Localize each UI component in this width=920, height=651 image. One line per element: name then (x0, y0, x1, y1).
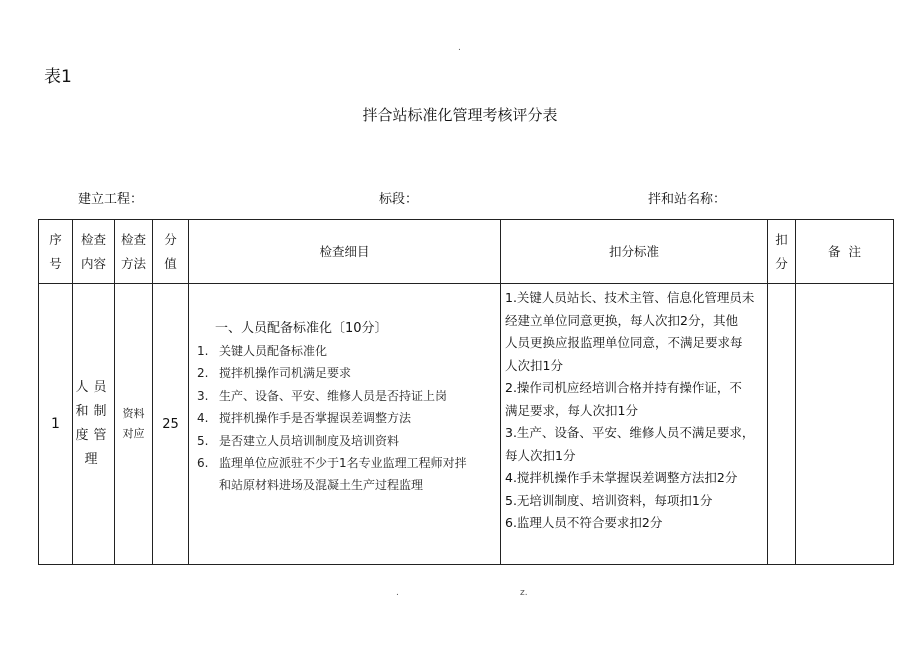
detail-item-number: 4. (197, 411, 209, 426)
detail-item-number: 3. (197, 388, 209, 403)
detail-item (197, 407, 492, 429)
header-row (39, 220, 894, 284)
header-remarks: 备 注 (796, 220, 894, 284)
header-method: 检查 方法 (115, 220, 153, 284)
deduction-line: 4.搅拌机操作手未掌握误差调整方法扣2分 (505, 470, 738, 485)
header-score: 分 值 (153, 220, 189, 284)
top-mark: . (458, 43, 461, 53)
station-label: 拌和站名称： (648, 192, 727, 207)
detail-item-text: 和站原材料进场及混凝土生产过程监理 (219, 478, 424, 493)
page-title: 拌合站标准化管理考核评分表 (362, 106, 558, 124)
row-seq: 1 (39, 284, 73, 565)
header-details: 检查细目 (189, 220, 501, 284)
header-deduction-standard: 扣分标准 (501, 220, 768, 284)
detail-item-text: 关键人员配备标准化 (219, 344, 328, 358)
row-score: 25 (153, 284, 189, 565)
footer-mark-right: z. (520, 588, 528, 598)
deduction-line: 5.无培训制度、培训资料，每项扣1分 (505, 492, 713, 508)
row-remarks (796, 284, 894, 565)
detail-item-number: 5. (197, 433, 209, 448)
row-deduct (768, 284, 796, 565)
header-deduct: 扣 分 (768, 220, 796, 284)
deduction-line: 人员更换应报监理单位同意，不满足要求每 (505, 335, 743, 350)
detail-item-text: 生产、设备、平安、维修人员是否持证上岗 (219, 388, 448, 403)
detail-item (197, 340, 492, 362)
deduction-line: 经建立单位同意更换，每人次扣2分，其他 (505, 312, 738, 328)
deduction-list (505, 287, 763, 535)
detail-item-text: 搅拌机操作手是否掌握误差调整方法 (219, 411, 412, 426)
detail-item-text: 搅拌机操作司机满足要求 (219, 366, 352, 381)
detail-item-number: 2. (197, 366, 209, 381)
detail-item (197, 430, 492, 452)
table-row (39, 284, 894, 565)
deduction-line: 每人次扣1分 (505, 447, 576, 463)
deduction-line: 人次扣1分 (505, 357, 563, 373)
deduction-line: 2.操作司机应经培训合格并持有操作证，不 (505, 380, 742, 395)
detail-item-text: 是否建立人员培训制度及培训资料 (219, 433, 400, 448)
detail-heading: 一、人员配备标准化〔10分〕 (215, 321, 388, 336)
assessment-table (38, 219, 894, 565)
detail-item (197, 362, 492, 384)
detail-item-number: 6. (197, 456, 209, 471)
deduction-line: 3.生产、设备、平安、维修人员不满足要求， (505, 425, 755, 440)
deduction-line: 1.关键人员站长、技术主管、信息化管理员未 (505, 290, 755, 305)
detail-item (197, 452, 492, 474)
detail-item-text: 监理单位应派驻不少于1名专业监理工程师对拌 (219, 456, 467, 471)
section-label: 标段： (379, 192, 419, 207)
project-label: 建立工程： (78, 192, 144, 207)
detail-item-number: 1. (197, 344, 209, 358)
detail-item (197, 474, 492, 496)
footer-mark-left: . (396, 588, 399, 598)
detail-item (197, 385, 492, 407)
row-content: 人员 和制 度管 理 (73, 284, 115, 565)
deduction-line: 满足要求，每人次扣1分 (505, 402, 638, 418)
table-label: 表1 (44, 67, 72, 87)
row-method: 资料 对应 (115, 284, 153, 565)
header-content: 检查 内容 (73, 220, 115, 284)
row-details (189, 284, 501, 565)
row-deduction-standard (501, 284, 768, 565)
deduction-line: 6.监理人员不符合要求扣2分 (505, 515, 663, 530)
header-seq: 序 号 (39, 220, 73, 284)
detail-list (197, 340, 492, 497)
